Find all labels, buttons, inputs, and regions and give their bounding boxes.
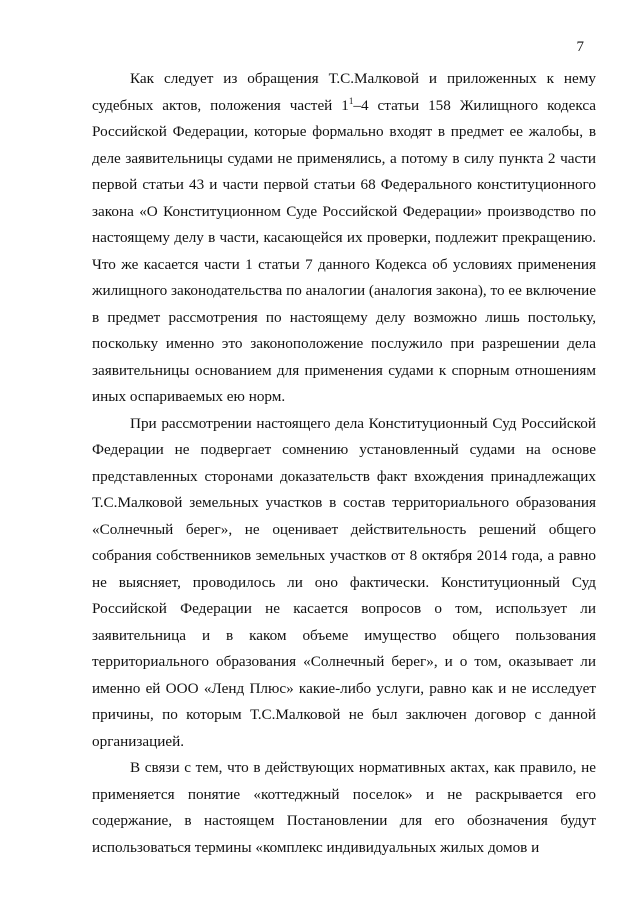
paragraph-1-text-start: Как следует из обращения Т.С.Малковой и приложенных к нему судебных актов, положения частей 1 [92,70,596,114]
paragraph-1-text-end: –4 статьи 158 Жилищного кодекса Российской Федерации, которые формально входят в предмет ее жалобы, в деле заявительницы судами не применялись, а потому в силу пункта 2 части первой статьи 43 и части первой статьи 68 Федерального конституционного закона «О Конституционном Суде Российской Федерации» производство по настоящему делу в части, касающейся их проверки, подлежит прекращению. Что же касается части 1 статьи 7 данного Кодекса об условиях применения жилищного законодательства по аналогии (аналогия закона), то ее включение в предмет рассмотрения по настоящему делу возможно лишь постольку, поскольку именно это законоположение послужило при разрешении дела заявительницы основанием для применения судами к спорным отношениям иных оспариваемых ею норм. [92,96,596,405]
paragraph-3: В связи с тем, что в действующих нормативных актах, как правило, не применяется понятие «коттеджный поселок» и не раскрывается его содержание, в настоящем Постановлении для его обозначения будут использоваться термины «комплекс индивидуальных жилых домов и [92,759,596,856]
document-body [92,66,596,861]
page-number: 7 [576,39,584,55]
superscript-index: 1 [348,95,354,106]
paragraph-2: При рассмотрении настоящего дела Конституционный Суд Российской Федерации не подвергает сомнению установленный судами на основе представленных сторонами доказательств факт вхождения принадлежащих Т.С.Малковой земельных участков в состав территориального образования «Солнечный берег», не оценивает действительность решений общего собрания собственников земельных участков от 8 октября 2014 года, а равно не выясняет, проводилось ли оно фактически. Конституционный Суд Российской Федерации не касается вопросов о том, использует ли заявительница и в каком объеме имущество общего пользования территориального образования «Солнечный берег», и о том, оказывает ли именно ей ООО «Ленд Плюс» какие-либо услуги, равно как и не исследует причины, по которым Т.С.Малковой не был заключен договор с данной организацией. [92,414,596,750]
paragraph-1 [92,66,596,411]
